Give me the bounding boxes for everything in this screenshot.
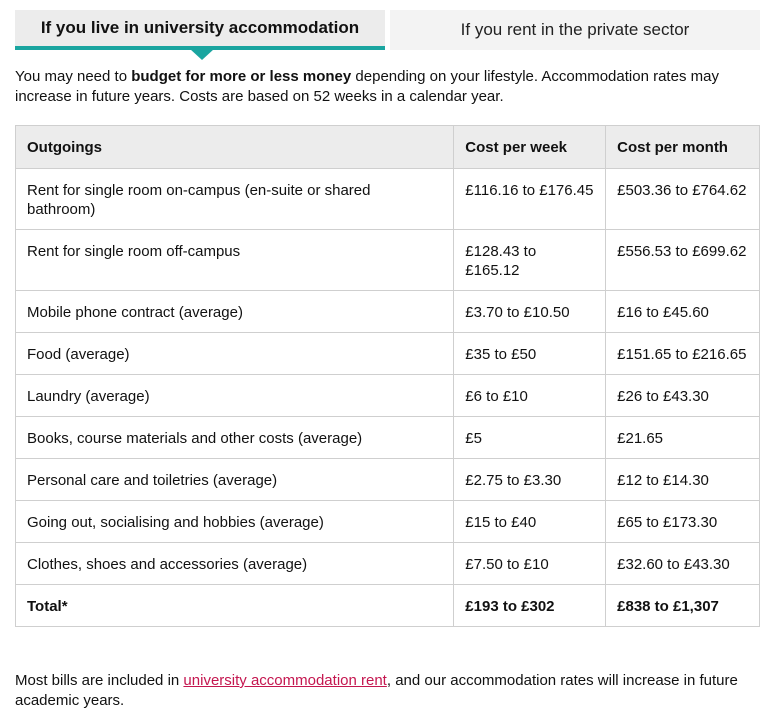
cell-total-month: £838 to £1,307 — [606, 585, 760, 627]
cell-month: £151.65 to £216.65 — [606, 333, 760, 375]
header-outgoings: Outgoings — [16, 126, 454, 169]
table-header-row — [16, 126, 760, 169]
cell-week: £5 — [454, 417, 606, 459]
intro-bold: budget for more or less money — [131, 68, 352, 85]
table-row — [16, 291, 760, 333]
table-row — [16, 501, 760, 543]
cell-outgoing: Personal care and toiletries (average) — [16, 459, 454, 501]
table-total-row — [16, 585, 760, 627]
intro-prefix: You may need to — [15, 68, 132, 85]
cell-month: £65 to £173.30 — [606, 501, 760, 543]
cell-week: £128.43 to £165.12 — [454, 230, 606, 291]
table-row — [16, 230, 760, 291]
active-tab-pointer-icon — [190, 49, 214, 60]
cell-month: £16 to £45.60 — [606, 291, 760, 333]
cell-week: £7.50 to £10 — [454, 543, 606, 585]
header-cost-per-month: Cost per month — [606, 126, 760, 169]
cell-week: £3.70 to £10.50 — [454, 291, 606, 333]
costs-table — [15, 125, 760, 627]
cell-outgoing: Rent for single room off-campus — [16, 230, 454, 291]
cell-week: £6 to £10 — [454, 375, 606, 417]
footer-prefix: Most bills are included in — [15, 672, 184, 689]
cell-month: £26 to £43.30 — [606, 375, 760, 417]
tab-bar — [15, 10, 760, 50]
intro-suffix: depending on your lifestyle. Accommodation rates may increase in future years. Costs are based on 52 weeks in a calendar year. — [15, 68, 719, 105]
table-row — [16, 375, 760, 417]
intro-text — [15, 67, 760, 107]
header-cost-per-week: Cost per week — [454, 126, 606, 169]
table-row — [16, 459, 760, 501]
tab-private-sector[interactable] — [390, 10, 760, 50]
cell-outgoing: Clothes, shoes and accessories (average) — [16, 543, 454, 585]
footer-suffix: , and our accommodation rates will increase in future academic years. — [15, 672, 738, 709]
cell-week: £116.16 to £176.45 — [454, 169, 606, 230]
table-row — [16, 169, 760, 230]
footer-note — [15, 671, 760, 711]
cell-month: £503.36 to £764.62 — [606, 169, 760, 230]
cell-outgoing: Laundry (average) — [16, 375, 454, 417]
cell-total-label: Total* — [16, 585, 454, 627]
cell-outgoing: Food (average) — [16, 333, 454, 375]
tab-label: If you rent in the private sector — [460, 20, 690, 39]
tab-label: If you live in university accommodation — [40, 18, 360, 37]
cell-outgoing: Books, course materials and other costs (average) — [16, 417, 454, 459]
cell-month: £556.53 to £699.62 — [606, 230, 760, 291]
cell-week: £2.75 to £3.30 — [454, 459, 606, 501]
cell-month: £12 to £14.30 — [606, 459, 760, 501]
university-accommodation-rent-link[interactable]: university accommodation rent — [183, 672, 387, 689]
cell-outgoing: Mobile phone contract (average) — [16, 291, 454, 333]
table-row — [16, 417, 760, 459]
table-row — [16, 543, 760, 585]
tab-university-accommodation[interactable] — [15, 10, 385, 50]
cell-month: £32.60 to £43.30 — [606, 543, 760, 585]
cell-week: £35 to £50 — [454, 333, 606, 375]
cell-outgoing: Going out, socialising and hobbies (average) — [16, 501, 454, 543]
cell-outgoing: Rent for single room on-campus (en-suite or shared bathroom) — [16, 169, 454, 230]
cell-total-week: £193 to £302 — [454, 585, 606, 627]
table-row — [16, 333, 760, 375]
cell-week: £15 to £40 — [454, 501, 606, 543]
cell-month: £21.65 — [606, 417, 760, 459]
